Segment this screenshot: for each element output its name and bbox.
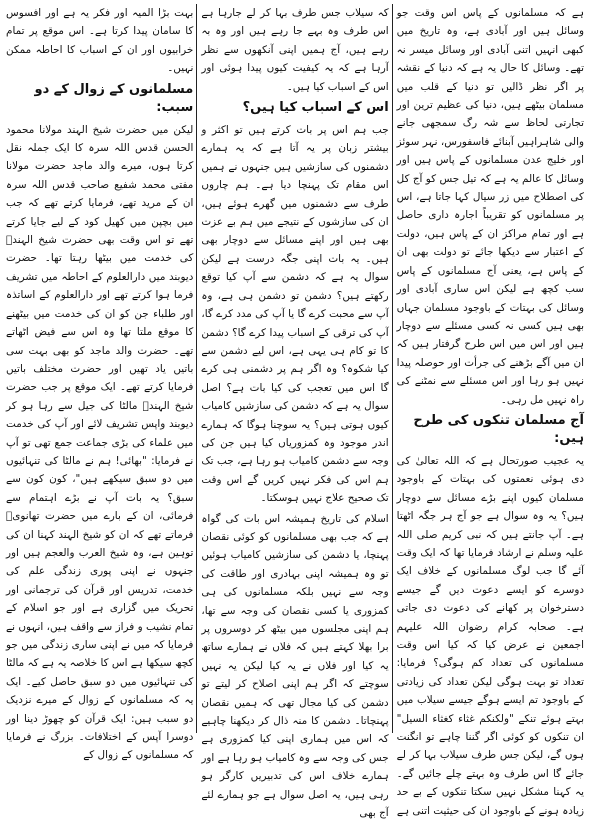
paragraph: لیکن میں حضرت شیخ الہند مولانا محمود الحسن قدس اللہ سرہ کا ایک جملہ نقل کرتا ہوں، میرے والد ماجد حضرت مولانا مفتی محمد شفیع صاحب قدس اللہ سرہ ان کے مرید تھے، فرمایا کرتے تھے کہ جب میں بچپن میں کھیل کود کے لیے جایا کرتے تھے تو اس وقت بھی حضرت شیخ الہندؒ کی خدمت میں بیٹھا رہتا تھا۔ حضرت دیوبند میں دارالعلوم کے احاطہ میں تشریف فرما ہوا کرتے تھے اور دارالعلوم کے اساتذہ اور طلباء جن کو ان کی خدمت میں بیٹھنے کا موقع ملتا تھا وہ اس سے فیض اٹھاتے تھے۔ حضرت والد ماجد کو بھی بہت سی باتیں یاد تھیں اور حضرت مختلف باتیں فرمایا کرتے تھے۔ ایک موقع پر جب حضرت شیخ الہندؒ مالٹا کی جیل سے رہا ہو کر دیوبند واپس تشریف لائے اور آپ کی خدمت میں علماء کی بڑی جماعت جمع تھی تو آپ نے فرمایا: "بھائی! ہم نے مالٹا کی تنہائیوں میں دو سبق سیکھے ہیں"، کون کون سے سبق؟ یہ بات آپ نے بڑے اہتمام سے فرمائی، ان کے بارے میں حضرت تھانویؒ فرماتے تھے کہ ان کو شیخ الہند کہنا ان کی توہین ہے، وہ شیخ العرب والعجم ہیں اور جنہوں نے اپنی پوری زندگی علم کی خدمت، تدریس اور قرآن کی ترجمانی اور تحریک میں گزاری ہے اور جو اسلام کے تمام نشیب و فراز سے واقف ہیں، انہوں نے فرمایا کہ میں نے اپنی ساری زندگی میں جو کچھ سیکھا ہے اس کا خلاصہ یہ ہے کہ مالٹا کی تنہائیوں میں دو سبق حاصل کیے۔ ایک یہ کہ مسلمانوں کے زوال کے میرے نزدیک دو سبب ہیں: ایک قرآن کو چھوڑ دینا اور دوسرا آپس کے اختلافات۔ بزرگ نے فرمایا کہ مسلمانوں کے زوال کے: [6, 123, 194, 762]
paragraph: جب ہم اس پر بات کرتے ہیں تو اکثر و بیشتر زبان پر یہ آتا ہے کہ یہ ہمارے دشمنوں کی سازشیں ہیں جنہوں نے ہمیں اس مقام تک پہنچا دیا ہے۔ ہم چاروں طرف سے دشمنوں میں گھرے ہوئے ہیں، ان کی سازشوں کے نتیجے میں ہم بے عزت بھی ہیں اور اپنے مسائل سے دوچار بھی ہیں۔ یہ بات اپنی جگہ درست ہے لیکن سوال یہ ہے کہ دشمن سے آپ کیا توقع رکھتے ہیں؟ دشمن تو دشمن ہی ہے، وہ آپ سے محبت کرے گا یا آپ کی مدد کرے گا، آپ کی ترقی کے اسباب پیدا کرے گا؟ دشمن کا تو کام ہی یہی ہے، اس لیے دشمن سے کیا شکوہ؟ وہ اگر ہم پر دشمنی ہی کرے گا اس میں تعجب کی کیا بات ہے؟ اصل سوال یہ ہے کہ دشمن کی سازشیں کامیاب کیوں ہوتی ہیں؟ یہ سوچنا ہوگا کہ ہمارے اندر موجود وہ کمزوریاں کیا ہیں جن کی وجہ سے دشمن کامیاب ہو رہا ہے، جب تک ہم اس کی فکر نہیں کریں گے اس وقت تک صحیح علاج نہیں ہوسکتا۔: [201, 124, 389, 505]
column-middle: [201, 4, 389, 820]
column-right: [396, 4, 584, 817]
paragraph: یہ عجیب صورتحال ہے کہ اللہ تعالیٰ کی دی ہوئی نعمتوں کی بہتات کے باوجود مسلمان کیوں اپنے بڑے مسائل سے دوچار ہیں؟ یہ وہ سوال ہے جو آج ہر جگہ اٹھتا ہے۔ آپ جانتے ہیں کہ نبی کریم صلی اللہ علیہ وسلم نے ارشاد فرمایا تھا کہ ایک وقت آئے گا جب لوگ مسلمانوں کے خلاف ایک دوسرے کو ایسے دعوت دیں گے جیسے دسترخوان پر کھانے کی دعوت دی جاتی ہے۔ صحابہ کرام رضوان اللہ علیہم اجمعین نے عرض کیا کہ کیا اس وقت مسلمانوں کی تعداد کم ہوگی؟ فرمایا: تعداد تو بہت ہوگی لیکن تعداد کی زیادتی کے باوجود تم ایسے ہوگے جیسے سیلاب میں بہتے ہوئے تنکے "ولکنکم غثاء کغثاء السیل" ان تنکوں کو کوئی اگر گننا چاہے تو انگنت ہوں گے، لیکن جس طرف سیلاب بہا کر لے جائے گا اس طرف وہ بہتے چلے جائیں گے۔ یہ کہنا مشکل نہیں سکتا تنکوں کے بے حد زیادہ ہونے کے باوجود ان کی حیثیت اتنی ہے: [396, 454, 584, 817]
section-heading: اس کے اسباب کیا ہیں؟: [242, 100, 389, 116]
paragraph: بہت بڑا المیہ اور فکر یہ ہے اور افسوس کا سامان پیدا کرتا ہے۔ اس موقع پر تمام خرابیوں اور ان کے اسباب کا احاطہ ممکن نہیں۔: [6, 7, 194, 75]
paragraph: اسلام کی تاریخ ہمیشہ اس بات کی گواہ ہے کہ جب بھی مسلمانوں کو کوئی نقصان پہنچا، یا دشمن کی سازشیں کامیاب ہوئیں تو وہ ہمیشہ اپنی بہادری اور طاقت کی وجہ سے نہیں بلکہ مسلمانوں کی ہی کمزوری یا کسی نقصان کی وجہ سے تھا، ہم اپنی مجلسوں میں بیٹھ کر دوسروں پر برا بھلا کہتے ہیں کہ فلاں نے ہمارے ساتھ یہ کیا اور فلاں نے یہ کیا لیکن یہ نہیں سوچتے کہ اگر ہم اپنی اصلاح کر لیتے تو دشمن کی کیا مجال تھی کہ ہمیں نقصان پہنچاتا۔ دشمن کا منہ ذال کر دیکھنا چاہیے کہ اس میں ہماری اپنی کیا کمزوری ہے جس کی وجہ سے وہ کامیاب ہو رہا ہے اور ہمارے خلاف اس کی تدبیریں کارگر ہو رہی ہیں، یہ اصل سوال ہے جو ہمارے لئے آج بھی: [201, 512, 389, 820]
column-left: [6, 4, 194, 762]
paragraph: ہے کہ مسلمانوں کے پاس اس وقت جو وسائل ہیں اور آبادی ہے، وہ تاریخ میں کبھی انہیں اتنی آبادی اور وسائل میسر نہ تھے۔ وسائل کا حال یہ ہے کہ دنیا کے نقشہ پر اگر نظر ڈالیں تو دنیا کے قلب میں مسلمان بیٹھے ہیں، دنیا کی عظیم ترین اور تجارتی لحاظ سے شہ رگ سمجھی جانے والی شاہراہیں آبنائے فاسفورس، نہر سوئز اور خلیج عدن مسلمانوں کے پاس ہیں اور وسائل کا عالم یہ ہے کہ تیل جس کو آج کل کی اصطلاح میں زر سیال کہا جاتا ہے، اس پر مسلمانوں کو تقریباً اجارہ داری حاصل ہے اور تمام مراکز ان کے پاس ہیں، دولت کے اعتبار سے دیکھا جائے تو دولت بھی ان کے پاس ہے، یعنی آج مسلمانوں کے پاس سب کچھ ہے لیکن اس ساری آبادی اور وسائل کی بہتات کے باوجود مسلمان جہاں بھی ہیں کسی نہ کسی مسئلے سے دوچار ہیں اور اس میں اس طرح گرفتار ہیں کہ ان میں آگے بڑھنے کی جرأت اور حوصلہ پیدا نہیں ہو رہا اور اس مسئلے سے نمٹنے کی راہ نہیں مل رہی۔: [396, 7, 584, 406]
section-heading: آج مسلمان تنکوں کی طرح ہیں:: [413, 412, 584, 446]
section-heading: مسلمانوں کے زوال کے دو سبب:: [34, 81, 194, 115]
paragraph: کہ سیلاب جس طرف بہا کر لے جارہا ہے اس طرف وہ بہے جا رہے ہیں اور وہ بہ رہے ہیں، آج ہمیں اپنی آنکھوں سے نظر آرہا ہے کہ یہ کیفیت کیوں پیدا ہوئی اور اس کے اسباب کیا ہیں۔: [201, 7, 389, 93]
